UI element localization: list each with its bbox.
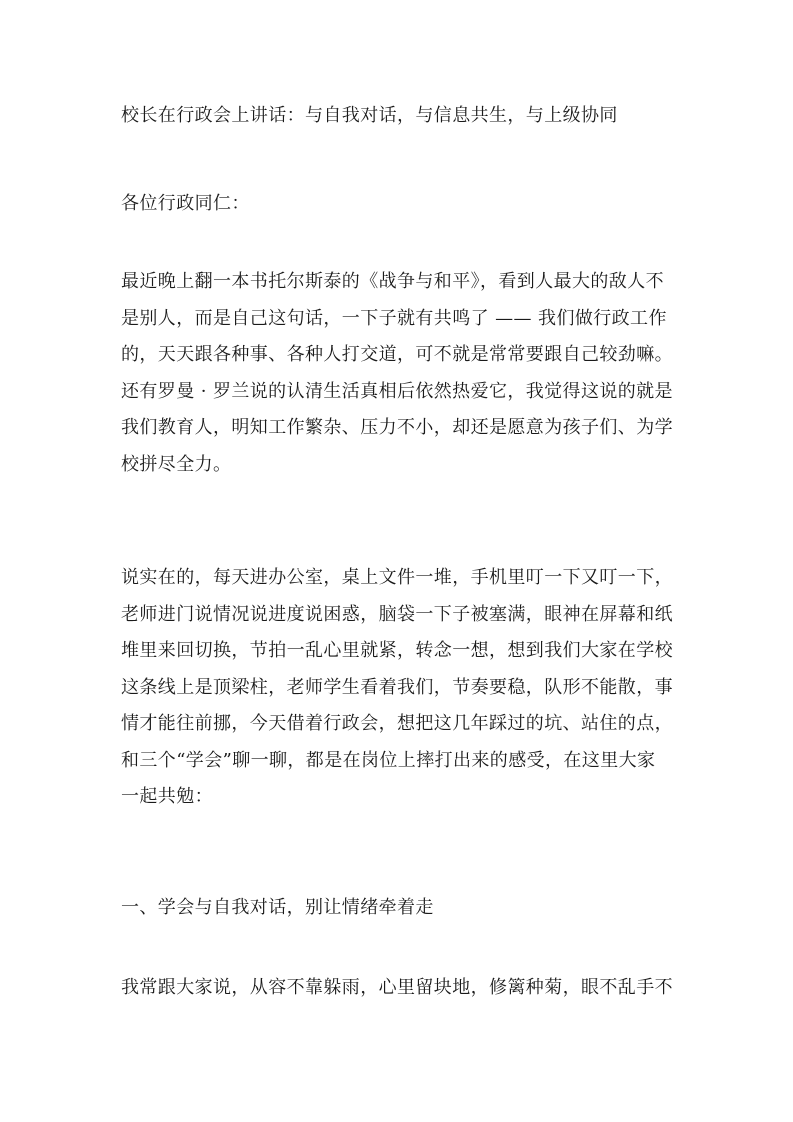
title-text: 校长在行政会上讲话：与自我对话，与信息共生，与上级协同 xyxy=(121,105,618,126)
paragraph-line: 一起共勉： xyxy=(121,786,213,807)
paragraph-line: 的，天天跟各种事、各种人打交道，可不就是常常要跟自己较劲嘛。 xyxy=(121,344,673,365)
paragraph-line: 情才能往前挪，今天借着行政会，想把这几年踩过的坑、站住的点， xyxy=(121,713,673,734)
paragraph-line: 和三个“学会”聊一聊，都是在岗位上摔打出来的感受，在这里大家 xyxy=(121,749,656,771)
salutation xyxy=(121,186,681,223)
paragraph-2 xyxy=(121,560,681,816)
paragraph-line: 还有罗曼 · 罗兰说的认清生活真相后依然热爱它，我觉得这说的就是 xyxy=(121,380,673,402)
paragraph-line: 校拼尽全力。 xyxy=(121,453,232,475)
paragraph-line: 老师进门说情况说进度说困惑，脑袋一下子被塞满，眼神在屏幕和纸 xyxy=(121,603,673,625)
section-heading-text: 一、学会与自我对话，别让情绪牵着走 xyxy=(121,897,434,918)
paragraph-3 xyxy=(121,970,681,1007)
paragraph-line: 我常跟大家说，从容不靠躲雨，心里留块地，修篱种菊，眼不乱手不 xyxy=(121,977,673,998)
paragraph-line: 最近晚上翻一本书托尔斯泰的《战争与和平》，看到人最大的敌人不 xyxy=(121,271,664,292)
paragraph-1 xyxy=(121,264,681,483)
paragraph-line: 我们教育人，明知工作繁杂、压力不小，却还是愿意为孩子们、为学 xyxy=(121,417,673,438)
paragraph-line: 这条线上是顶梁柱，老师学生看着我们，节奏要稳，队形不能散，事 xyxy=(121,676,673,698)
salutation-text: 各位行政同仁： xyxy=(121,193,250,214)
paragraph-line: 堆里来回切换，节拍一乱心里就紧，转念一想，想到我们大家在学校 xyxy=(121,640,673,661)
document-title xyxy=(121,98,681,135)
paragraph-line: 是别人，而是自己这句话，一下子就有共鸣了 —— 我们做行政工作 xyxy=(121,307,667,329)
section-heading-1 xyxy=(121,890,681,927)
paragraph-line: 说实在的，每天进办公室，桌上文件一堆，手机里叮一下又叮一下， xyxy=(121,567,673,588)
